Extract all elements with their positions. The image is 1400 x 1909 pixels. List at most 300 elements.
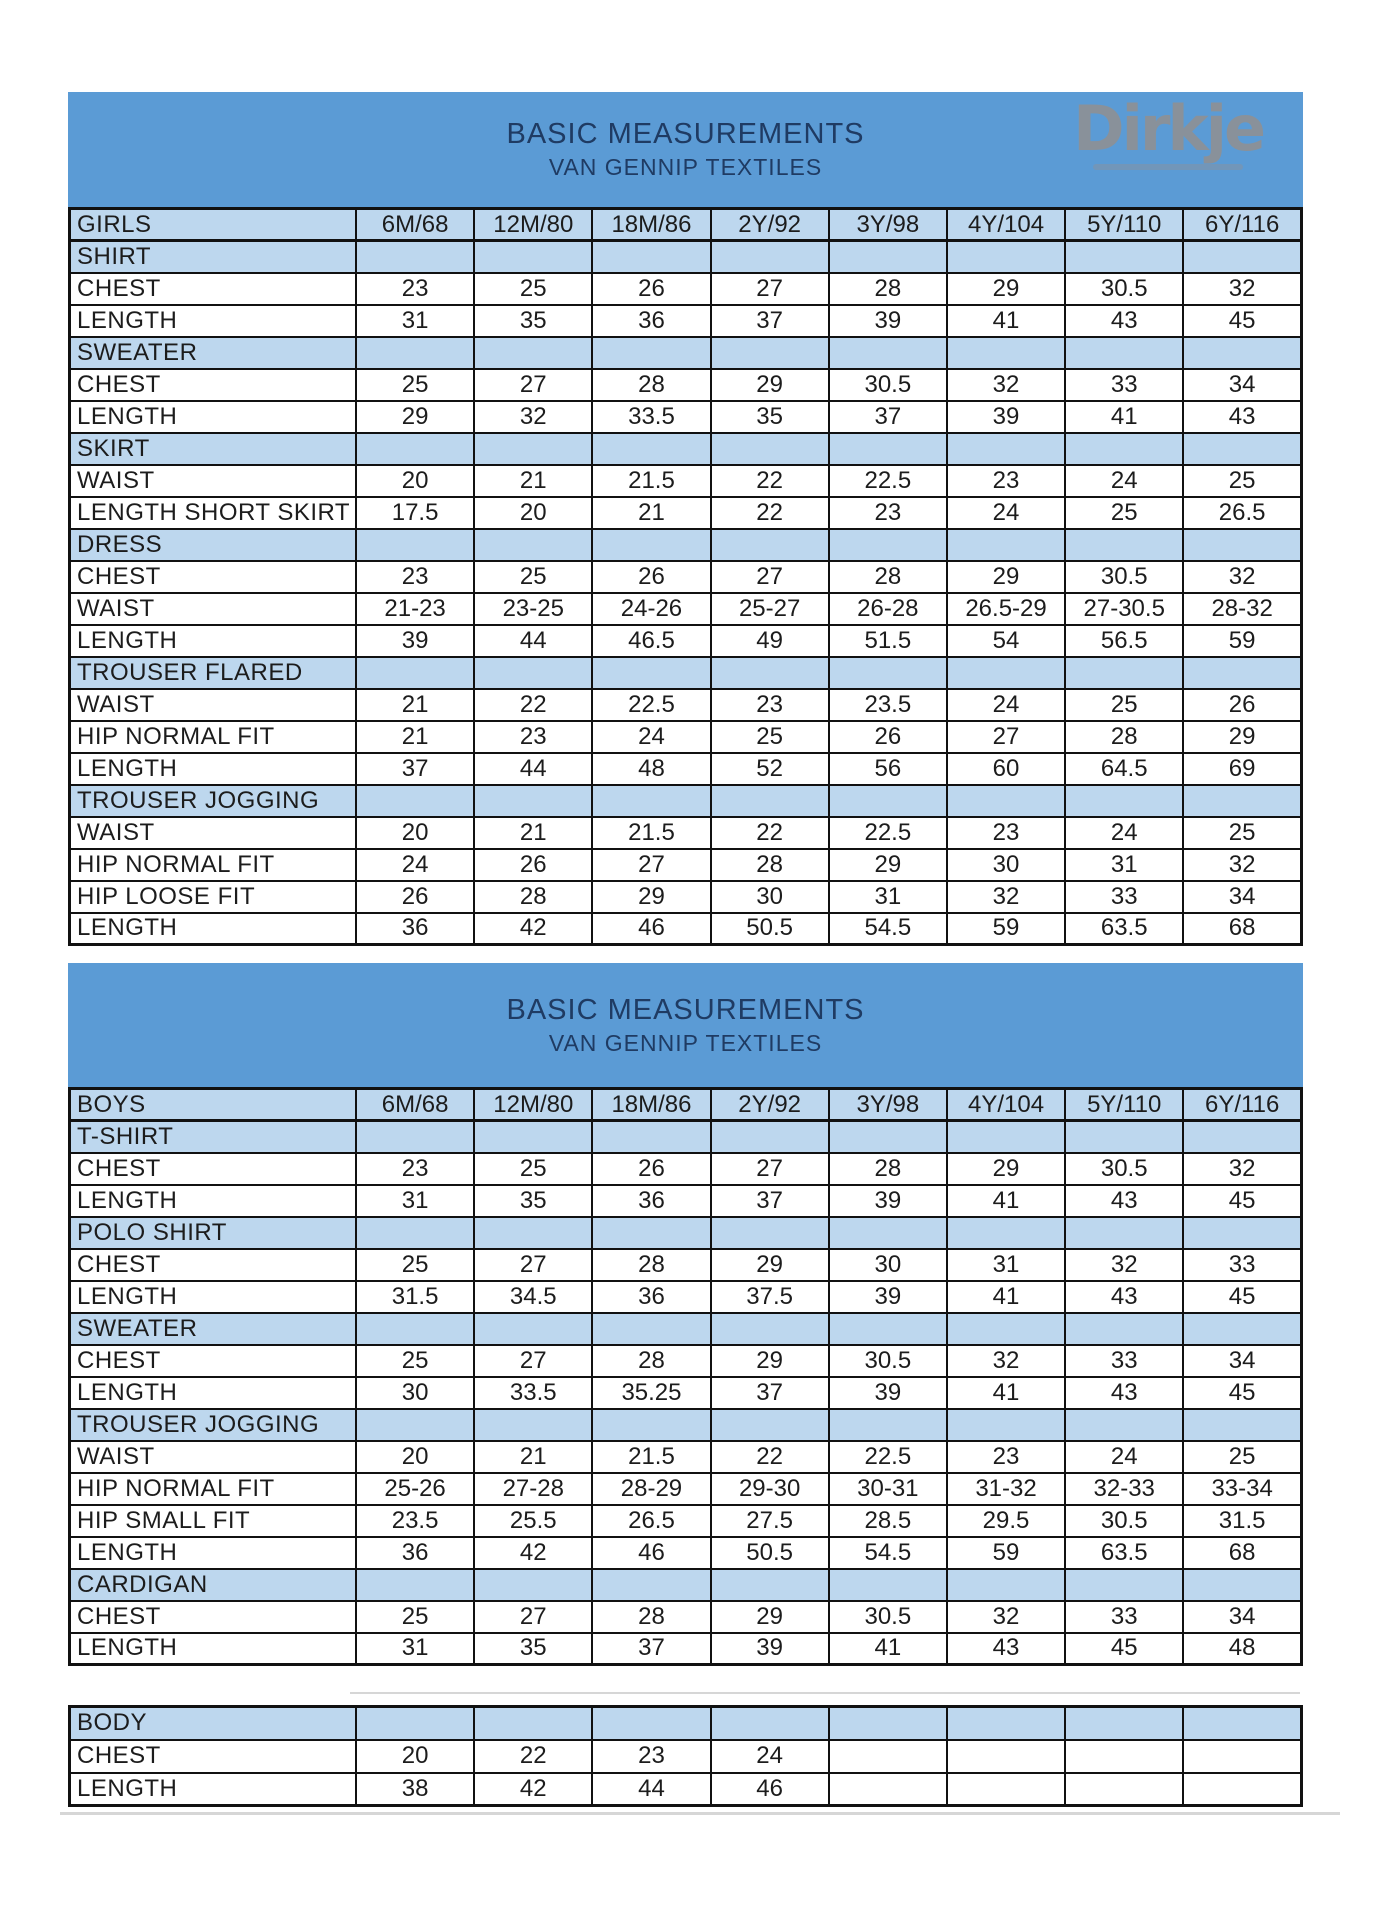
- measurement-value-cell: 45: [1183, 1281, 1301, 1313]
- size-header-cell: 12M/80: [474, 1089, 592, 1121]
- measurement-value-cell: 37: [829, 401, 947, 433]
- measurement-value-cell: 23: [356, 273, 474, 305]
- measurement-value-cell: 60: [947, 753, 1065, 785]
- measurement-value-cell: [474, 785, 592, 817]
- measurement-value-cell: [711, 337, 829, 369]
- measurement-value-cell: 26-28: [829, 593, 947, 625]
- measurement-value-cell: 45: [1065, 1633, 1183, 1665]
- row-label-cell: CHEST: [70, 273, 357, 305]
- measurement-value-cell: 25: [1183, 1441, 1301, 1473]
- measurement-value-cell: 42: [474, 1773, 592, 1806]
- measurement-value-cell: [1065, 241, 1183, 273]
- measurement-value-cell: 29: [711, 1601, 829, 1633]
- measurement-value-cell: [1183, 785, 1301, 817]
- measurement-row: [70, 1377, 1302, 1409]
- measurement-value-cell: [829, 1217, 947, 1249]
- measurement-value-cell: 39: [947, 401, 1065, 433]
- measurement-value-cell: 46: [592, 1537, 710, 1569]
- measurement-value-cell: [829, 1740, 947, 1773]
- measurement-value-cell: 24: [1065, 817, 1183, 849]
- measurement-value-cell: 29: [947, 561, 1065, 593]
- measurement-row: [70, 817, 1302, 849]
- measurement-value-cell: [474, 1409, 592, 1441]
- measurement-value-cell: 29-30: [711, 1473, 829, 1505]
- measurement-value-cell: 54.5: [829, 1537, 947, 1569]
- measurement-value-cell: 22.5: [592, 689, 710, 721]
- row-label-cell: POLO SHIRT: [70, 1217, 357, 1249]
- measurement-value-cell: 27: [474, 1345, 592, 1377]
- measurement-value-cell: [356, 433, 474, 465]
- measurement-value-cell: [474, 433, 592, 465]
- measurement-value-cell: [1183, 1773, 1301, 1806]
- measurement-value-cell: 35: [474, 1633, 592, 1665]
- measurement-row: [70, 1773, 1302, 1806]
- size-header-cell: 18M/86: [592, 209, 710, 241]
- measurement-value-cell: 32: [474, 401, 592, 433]
- measurement-value-cell: 23.5: [829, 689, 947, 721]
- measurement-row: [70, 465, 1302, 497]
- measurement-value-cell: 22: [711, 1441, 829, 1473]
- measurement-value-cell: 48: [1183, 1633, 1301, 1665]
- girls-title-band: [68, 92, 1303, 207]
- measurement-value-cell: 56.5: [1065, 625, 1183, 657]
- measurement-value-cell: 25: [1065, 689, 1183, 721]
- measurement-value-cell: [1065, 1773, 1183, 1806]
- measurement-value-cell: [474, 529, 592, 561]
- measurement-value-cell: 48: [592, 753, 710, 785]
- row-label-cell: WAIST: [70, 593, 357, 625]
- measurement-value-cell: 27: [474, 1249, 592, 1281]
- measurement-value-cell: [829, 337, 947, 369]
- measurement-value-cell: [1183, 1409, 1301, 1441]
- measurement-value-cell: 32: [1183, 849, 1301, 881]
- measurement-value-cell: [947, 529, 1065, 561]
- measurement-value-cell: 31: [1065, 849, 1183, 881]
- table-header-row: [70, 209, 1302, 241]
- section-row: [70, 529, 1302, 561]
- measurement-value-cell: [947, 1217, 1065, 1249]
- measurement-value-cell: 33: [1065, 1345, 1183, 1377]
- measurement-value-cell: 25-26: [356, 1473, 474, 1505]
- measurement-value-cell: 32: [947, 1345, 1065, 1377]
- measurement-value-cell: 23: [474, 721, 592, 753]
- measurement-value-cell: 22: [474, 1740, 592, 1773]
- measurement-value-cell: 26.5: [592, 1505, 710, 1537]
- measurement-value-cell: [947, 1707, 1065, 1740]
- measurement-value-cell: 29: [711, 1345, 829, 1377]
- measurement-value-cell: [947, 1121, 1065, 1153]
- measurement-value-cell: 34: [1183, 1601, 1301, 1633]
- measurement-value-cell: 20: [356, 1740, 474, 1773]
- measurement-row: [70, 369, 1302, 401]
- measurement-value-cell: 44: [474, 753, 592, 785]
- measurement-value-cell: [829, 433, 947, 465]
- measurement-value-cell: [356, 529, 474, 561]
- measurement-value-cell: 28: [829, 1153, 947, 1185]
- measurement-value-cell: 24: [947, 689, 1065, 721]
- measurement-value-cell: 25: [711, 721, 829, 753]
- measurement-value-cell: 41: [947, 1281, 1065, 1313]
- measurement-value-cell: [1183, 1740, 1301, 1773]
- body-size-table: [68, 1705, 1303, 1807]
- girls-band-title: BASIC MEASUREMENTS: [506, 118, 865, 150]
- row-label-cell: HIP LOOSE FIT: [70, 881, 357, 913]
- measurement-value-cell: [1065, 1121, 1183, 1153]
- measurement-value-cell: 36: [356, 913, 474, 945]
- measurement-value-cell: 37: [711, 305, 829, 337]
- measurement-value-cell: 30: [947, 849, 1065, 881]
- measurement-value-cell: [474, 1121, 592, 1153]
- measurement-value-cell: 29: [1183, 721, 1301, 753]
- measurement-value-cell: 30.5: [1065, 561, 1183, 593]
- measurement-value-cell: [356, 1217, 474, 1249]
- measurement-value-cell: 26: [592, 561, 710, 593]
- measurement-row: [70, 305, 1302, 337]
- measurement-value-cell: [947, 657, 1065, 689]
- row-label-cell: DRESS: [70, 529, 357, 561]
- row-label-cell: CARDIGAN: [70, 1569, 357, 1601]
- measurement-value-cell: 32: [1183, 561, 1301, 593]
- measurement-value-cell: 21.5: [592, 817, 710, 849]
- measurement-value-cell: 32: [947, 1601, 1065, 1633]
- measurement-row: [70, 1153, 1302, 1185]
- measurement-value-cell: 23: [829, 497, 947, 529]
- measurement-value-cell: 27-30.5: [1065, 593, 1183, 625]
- measurement-value-cell: 43: [1065, 1185, 1183, 1217]
- measurement-value-cell: 34: [1183, 1345, 1301, 1377]
- row-label-cell: CHEST: [70, 369, 357, 401]
- measurement-value-cell: 22.5: [829, 1441, 947, 1473]
- row-label-cell: SKIRT: [70, 433, 357, 465]
- measurement-value-cell: [592, 1313, 710, 1345]
- dirkje-logo: [1073, 92, 1263, 170]
- boys-band-subtitle: VAN GENNIP TEXTILES: [548, 1029, 823, 1056]
- measurement-value-cell: 59: [1183, 625, 1301, 657]
- measurement-value-cell: 39: [356, 625, 474, 657]
- measurement-value-cell: 25: [474, 561, 592, 593]
- measurement-value-cell: [947, 1740, 1065, 1773]
- measurement-value-cell: [829, 657, 947, 689]
- size-header-cell: 6M/68: [356, 1089, 474, 1121]
- row-label-cell: LENGTH: [70, 1377, 357, 1409]
- table-title-cell: BOYS: [70, 1089, 357, 1121]
- measurement-row: [70, 1537, 1302, 1569]
- measurement-value-cell: [474, 657, 592, 689]
- row-label-cell: HIP NORMAL FIT: [70, 849, 357, 881]
- measurement-value-cell: 31: [356, 305, 474, 337]
- measurement-value-cell: [356, 657, 474, 689]
- measurement-value-cell: [592, 1217, 710, 1249]
- measurement-value-cell: [356, 1707, 474, 1740]
- measurement-value-cell: 30.5: [1065, 273, 1183, 305]
- section-row: [70, 1409, 1302, 1441]
- girls-size-table: [68, 207, 1303, 946]
- measurement-value-cell: [711, 529, 829, 561]
- row-label-cell: HIP NORMAL FIT: [70, 721, 357, 753]
- measurement-value-cell: 29.5: [947, 1505, 1065, 1537]
- measurement-value-cell: [947, 1773, 1065, 1806]
- measurement-value-cell: 32: [1183, 273, 1301, 305]
- measurement-value-cell: 22: [711, 817, 829, 849]
- measurement-value-cell: [711, 1313, 829, 1345]
- measurement-value-cell: 26.5-29: [947, 593, 1065, 625]
- measurement-value-cell: 29: [592, 881, 710, 913]
- measurement-value-cell: 23: [947, 817, 1065, 849]
- section-row: [70, 337, 1302, 369]
- boys-title-band: [68, 963, 1303, 1087]
- size-header-cell: 2Y/92: [711, 1089, 829, 1121]
- measurement-value-cell: [1183, 337, 1301, 369]
- measurement-value-cell: 21: [474, 465, 592, 497]
- measurement-value-cell: 37: [592, 1633, 710, 1665]
- measurement-value-cell: [592, 433, 710, 465]
- measurement-value-cell: 46: [592, 913, 710, 945]
- scan-artifact-line: [60, 1812, 1340, 1815]
- measurement-value-cell: 26.5: [1183, 497, 1301, 529]
- measurement-value-cell: [947, 1569, 1065, 1601]
- row-label-cell: TROUSER JOGGING: [70, 785, 357, 817]
- measurement-value-cell: [1183, 529, 1301, 561]
- measurement-value-cell: 50.5: [711, 913, 829, 945]
- measurement-value-cell: 20: [356, 817, 474, 849]
- measurement-value-cell: 25.5: [474, 1505, 592, 1537]
- row-label-cell: TROUSER FLARED: [70, 657, 357, 689]
- measurement-value-cell: 30: [829, 1249, 947, 1281]
- measurement-value-cell: [947, 1409, 1065, 1441]
- measurement-value-cell: 32-33: [1065, 1473, 1183, 1505]
- measurement-row: [70, 721, 1302, 753]
- row-label-cell: SHIRT: [70, 241, 357, 273]
- measurement-row: [70, 849, 1302, 881]
- measurement-value-cell: 25: [356, 369, 474, 401]
- row-label-cell: CHEST: [70, 1345, 357, 1377]
- measurement-value-cell: 29: [356, 401, 474, 433]
- measurement-value-cell: 26: [592, 1153, 710, 1185]
- measurement-value-cell: 29: [711, 1249, 829, 1281]
- measurement-value-cell: 59: [947, 1537, 1065, 1569]
- measurement-value-cell: 42: [474, 913, 592, 945]
- measurement-value-cell: [592, 337, 710, 369]
- measurement-value-cell: [1065, 433, 1183, 465]
- measurement-value-cell: 43: [1183, 401, 1301, 433]
- measurement-value-cell: 32: [1065, 1249, 1183, 1281]
- table-title-cell: GIRLS: [70, 209, 357, 241]
- measurement-value-cell: 39: [829, 305, 947, 337]
- row-label-cell: CHEST: [70, 1740, 357, 1773]
- row-label-cell: LENGTH SHORT SKIRT: [70, 497, 357, 529]
- size-header-cell: 2Y/92: [711, 209, 829, 241]
- measurement-value-cell: 31.5: [356, 1281, 474, 1313]
- measurement-value-cell: [711, 657, 829, 689]
- measurement-value-cell: 25: [356, 1345, 474, 1377]
- boys-band-title: BASIC MEASUREMENTS: [506, 993, 865, 1026]
- measurement-value-cell: 20: [356, 465, 474, 497]
- measurement-value-cell: 36: [356, 1537, 474, 1569]
- measurement-value-cell: 33.5: [474, 1377, 592, 1409]
- row-label-cell: SWEATER: [70, 337, 357, 369]
- measurement-value-cell: 28: [1065, 721, 1183, 753]
- measurement-value-cell: 64.5: [1065, 753, 1183, 785]
- measurement-value-cell: 20: [474, 497, 592, 529]
- measurement-value-cell: 27: [592, 849, 710, 881]
- measurement-value-cell: 51.5: [829, 625, 947, 657]
- measurement-value-cell: [356, 785, 474, 817]
- size-header-cell: 18M/86: [592, 1089, 710, 1121]
- section-row: [70, 1569, 1302, 1601]
- measurement-value-cell: [829, 1707, 947, 1740]
- measurement-value-cell: [474, 1313, 592, 1345]
- measurement-value-cell: 21: [474, 817, 592, 849]
- measurement-value-cell: [356, 241, 474, 273]
- section-row: [70, 657, 1302, 689]
- measurement-value-cell: [592, 241, 710, 273]
- measurement-value-cell: 30.5: [829, 1601, 947, 1633]
- measurement-value-cell: 41: [1065, 401, 1183, 433]
- measurement-value-cell: 33.5: [592, 401, 710, 433]
- measurement-value-cell: 28: [592, 1601, 710, 1633]
- measurement-value-cell: [356, 337, 474, 369]
- measurement-value-cell: [1065, 657, 1183, 689]
- measurement-value-cell: [474, 1707, 592, 1740]
- measurement-value-cell: 34: [1183, 881, 1301, 913]
- measurement-value-cell: [711, 433, 829, 465]
- measurement-row: [70, 1281, 1302, 1313]
- measurement-value-cell: 54.5: [829, 913, 947, 945]
- row-label-cell: LENGTH: [70, 305, 357, 337]
- measurement-value-cell: [711, 1707, 829, 1740]
- measurement-value-cell: 26: [356, 881, 474, 913]
- row-label-cell: SWEATER: [70, 1313, 357, 1345]
- measurement-value-cell: 36: [592, 305, 710, 337]
- scan-artifact-line: [350, 1692, 1300, 1694]
- measurement-value-cell: [592, 657, 710, 689]
- measurement-value-cell: 29: [829, 849, 947, 881]
- section-row: [70, 1217, 1302, 1249]
- measurement-value-cell: 22: [711, 465, 829, 497]
- row-label-cell: WAIST: [70, 817, 357, 849]
- measurement-value-cell: 35.25: [592, 1377, 710, 1409]
- row-label-cell: LENGTH: [70, 753, 357, 785]
- row-label-cell: WAIST: [70, 465, 357, 497]
- measurement-value-cell: 27: [947, 721, 1065, 753]
- measurement-value-cell: 26: [592, 273, 710, 305]
- row-label-cell: LENGTH: [70, 1773, 357, 1806]
- measurement-value-cell: [829, 1409, 947, 1441]
- measurement-value-cell: [1183, 1121, 1301, 1153]
- row-label-cell: LENGTH: [70, 401, 357, 433]
- measurement-value-cell: 25: [356, 1601, 474, 1633]
- measurement-value-cell: 41: [947, 1185, 1065, 1217]
- measurement-value-cell: [474, 1569, 592, 1601]
- measurement-value-cell: [1065, 1569, 1183, 1601]
- measurement-value-cell: 33: [1065, 1601, 1183, 1633]
- measurement-value-cell: 63.5: [1065, 913, 1183, 945]
- measurement-value-cell: 33: [1065, 881, 1183, 913]
- measurement-value-cell: [711, 1217, 829, 1249]
- measurement-row: [70, 689, 1302, 721]
- measurement-value-cell: [474, 337, 592, 369]
- measurement-row: [70, 1505, 1302, 1537]
- measurement-value-cell: 37.5: [711, 1281, 829, 1313]
- measurement-value-cell: 21.5: [592, 465, 710, 497]
- measurement-value-cell: 25-27: [711, 593, 829, 625]
- row-label-cell: HIP SMALL FIT: [70, 1505, 357, 1537]
- measurement-value-cell: 36: [592, 1185, 710, 1217]
- size-header-cell: 5Y/110: [1065, 1089, 1183, 1121]
- measurement-value-cell: 33: [1183, 1249, 1301, 1281]
- measurement-value-cell: 37: [711, 1377, 829, 1409]
- measurement-value-cell: [592, 1121, 710, 1153]
- measurement-row: [70, 1740, 1302, 1773]
- measurement-value-cell: 45: [1183, 1377, 1301, 1409]
- table-header-row: [70, 1089, 1302, 1121]
- row-label-cell: WAIST: [70, 1441, 357, 1473]
- measurement-value-cell: [711, 1569, 829, 1601]
- measurement-value-cell: [1065, 1217, 1183, 1249]
- measurement-value-cell: [1183, 433, 1301, 465]
- measurement-value-cell: 52: [711, 753, 829, 785]
- measurement-value-cell: 30.5: [1065, 1153, 1183, 1185]
- measurement-value-cell: 28: [592, 1345, 710, 1377]
- measurement-value-cell: [711, 1409, 829, 1441]
- measurement-value-cell: 32: [947, 369, 1065, 401]
- measurement-value-cell: [1183, 1707, 1301, 1740]
- measurement-value-cell: 23: [356, 1153, 474, 1185]
- measurement-value-cell: 25: [474, 273, 592, 305]
- measurement-value-cell: 31: [947, 1249, 1065, 1281]
- measurement-value-cell: [1183, 1313, 1301, 1345]
- measurement-value-cell: 21: [356, 689, 474, 721]
- measurement-value-cell: 26: [474, 849, 592, 881]
- measurement-value-cell: 59: [947, 913, 1065, 945]
- measurement-value-cell: 21: [356, 721, 474, 753]
- measurement-value-cell: 28: [592, 369, 710, 401]
- measurement-value-cell: 26: [829, 721, 947, 753]
- measurement-value-cell: 31: [829, 881, 947, 913]
- measurement-value-cell: 28-32: [1183, 593, 1301, 625]
- measurement-value-cell: 33-34: [1183, 1473, 1301, 1505]
- measurement-value-cell: 29: [947, 1153, 1065, 1185]
- measurement-value-cell: [947, 433, 1065, 465]
- measurement-value-cell: 27: [711, 273, 829, 305]
- measurement-value-cell: 23: [947, 1441, 1065, 1473]
- measurement-value-cell: 22.5: [829, 817, 947, 849]
- measurement-value-cell: [474, 1217, 592, 1249]
- measurement-value-cell: 28: [711, 849, 829, 881]
- measurement-value-cell: 25: [356, 1249, 474, 1281]
- row-label-cell: LENGTH: [70, 1185, 357, 1217]
- measurement-value-cell: 43: [1065, 305, 1183, 337]
- section-row: [70, 433, 1302, 465]
- measurement-value-cell: 30: [356, 1377, 474, 1409]
- measurement-row: [70, 881, 1302, 913]
- size-header-cell: 3Y/98: [829, 1089, 947, 1121]
- section-row: [70, 1313, 1302, 1345]
- measurement-value-cell: 39: [829, 1185, 947, 1217]
- measurement-value-cell: 31: [356, 1185, 474, 1217]
- row-label-cell: LENGTH: [70, 913, 357, 945]
- measurement-value-cell: [947, 785, 1065, 817]
- boys-size-table: [68, 1087, 1303, 1666]
- measurement-row: [70, 1185, 1302, 1217]
- measurement-value-cell: [1065, 1409, 1183, 1441]
- measurement-value-cell: 33: [1065, 369, 1183, 401]
- measurement-value-cell: 25: [1065, 497, 1183, 529]
- measurement-value-cell: 27: [474, 369, 592, 401]
- measurement-value-cell: [829, 1569, 947, 1601]
- measurement-value-cell: 20: [356, 1441, 474, 1473]
- measurement-value-cell: 23: [947, 465, 1065, 497]
